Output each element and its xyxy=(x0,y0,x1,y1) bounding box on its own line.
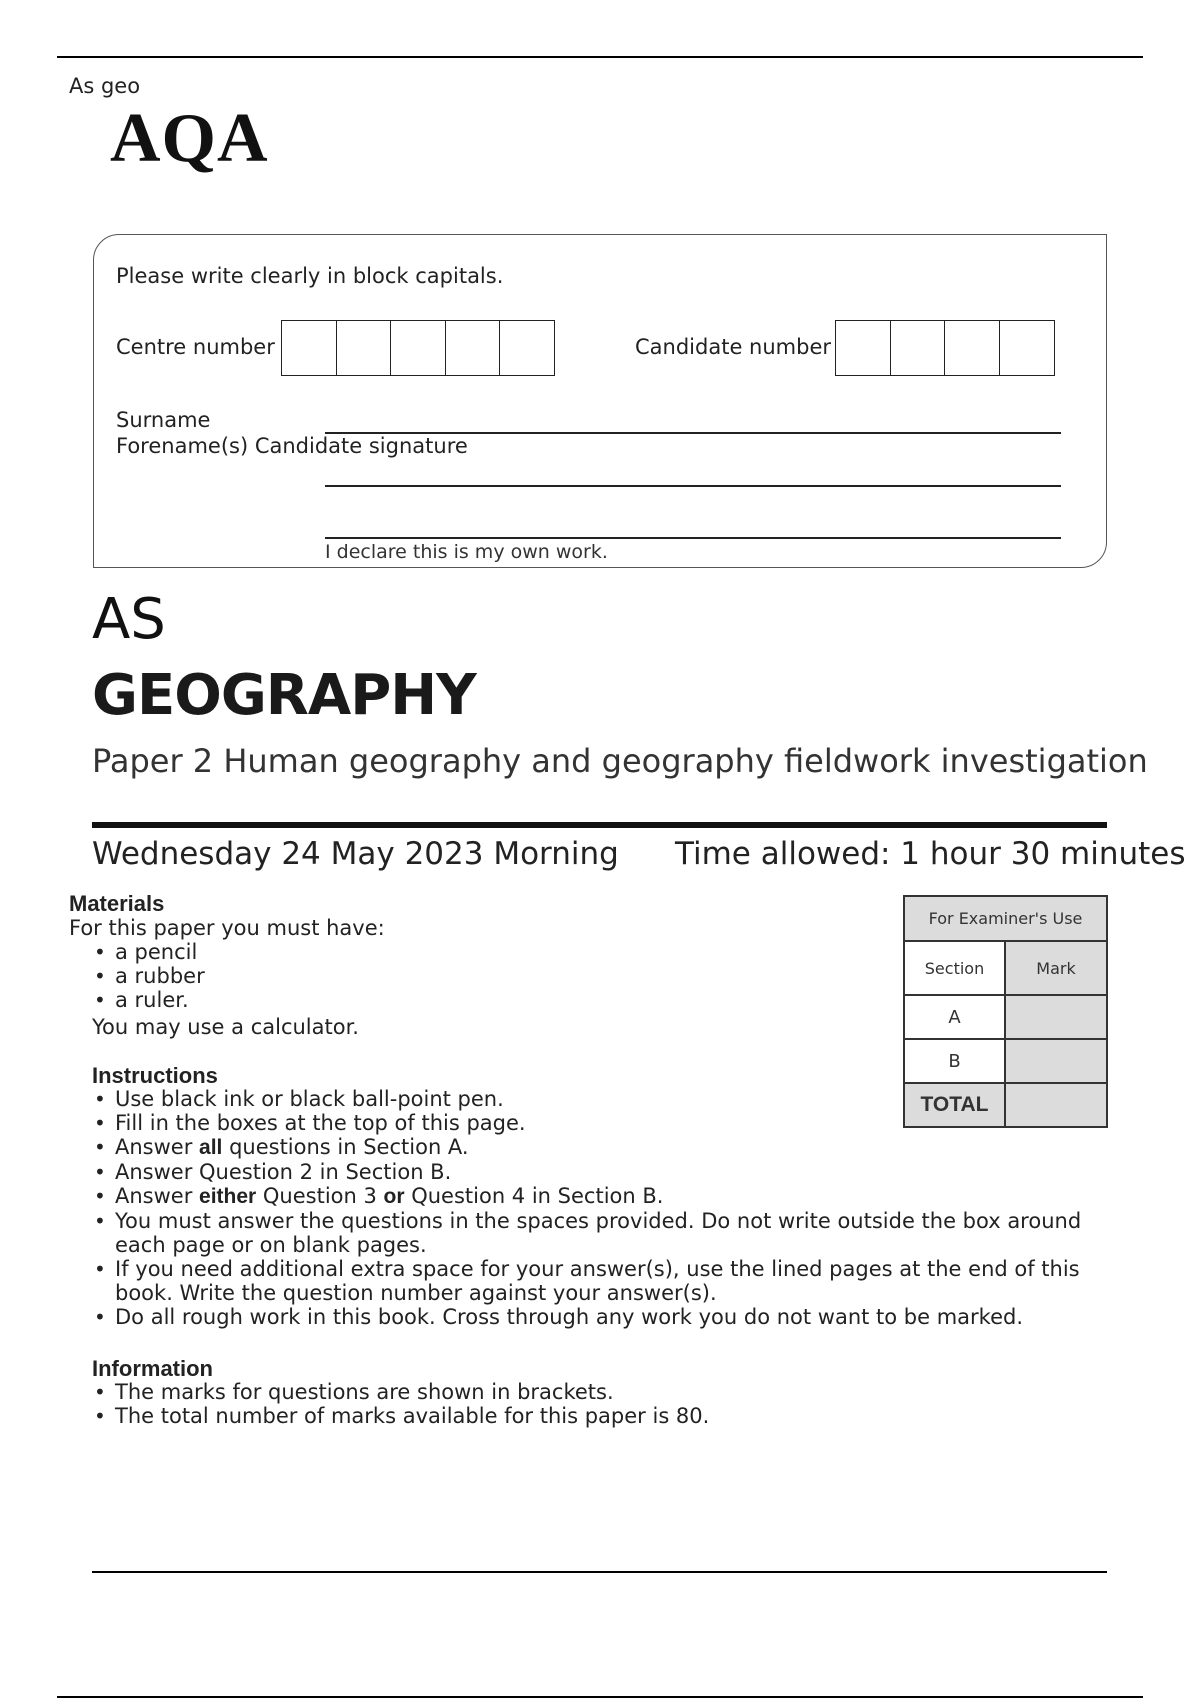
list-item: • The total number of marks available for this paper is 80. xyxy=(92,1404,709,1428)
mark-cell[interactable] xyxy=(1005,1039,1107,1083)
forenames-label: Forename(s) Candidate signature xyxy=(116,434,468,458)
examiner-use-table xyxy=(903,895,1108,1128)
mark-column-header: Mark xyxy=(1005,941,1107,995)
time-allowed: Time allowed: 1 hour 30 minutes xyxy=(675,836,1186,872)
information-list xyxy=(92,1380,709,1428)
list-item: • a ruler. xyxy=(92,988,205,1012)
aqa-logo: AQA xyxy=(110,100,269,177)
list-item: • Answer Question 2 in Section B. xyxy=(92,1160,1092,1184)
materials-heading: Materials xyxy=(69,891,165,916)
candidate-number-label: Candidate number xyxy=(635,335,831,359)
paper-title: Paper 2 Human geography and geography fieldwork investigation xyxy=(92,742,1148,780)
centre-digit-box[interactable] xyxy=(390,320,446,376)
list-item: • a rubber xyxy=(92,964,205,988)
centre-digit-box[interactable] xyxy=(281,320,337,376)
centre-digit-box[interactable] xyxy=(499,320,555,376)
list-item: • Use black ink or black ball-point pen. xyxy=(92,1087,1092,1111)
section-column-header: Section xyxy=(904,941,1005,995)
mark-cell[interactable] xyxy=(1005,995,1107,1039)
list-item: • Fill in the boxes at the top of this page. xyxy=(92,1111,1092,1135)
list-item: • If you need additional extra space for your answer(s), use the lined pages at the end of this book. Write the question number against your answer(s). xyxy=(92,1257,1085,1305)
materials-intro: For this paper you must have: xyxy=(69,916,385,940)
block-capitals-instruction: Please write clearly in block capitals. xyxy=(116,264,504,288)
bottom-rule xyxy=(92,1571,1107,1573)
header-note: As geo xyxy=(69,74,141,98)
total-mark-cell[interactable] xyxy=(1005,1083,1107,1127)
list-item: • Answer either Question 3 or Question 4 in Section B. xyxy=(92,1184,1092,1209)
information-heading: Information xyxy=(92,1356,213,1381)
list-item: • Answer all questions in Section A. xyxy=(92,1135,1092,1160)
signature-line[interactable] xyxy=(325,537,1061,539)
surname-line[interactable] xyxy=(325,432,1061,434)
surname-label: Surname xyxy=(116,408,211,432)
instructions-heading: Instructions xyxy=(92,1063,218,1088)
page-bottom-rule xyxy=(57,1696,1143,1698)
list-item: • You must answer the questions in the spaces provided. Do not write outside the box around each page or on blank pages. xyxy=(92,1209,1085,1257)
list-item: • Do all rough work in this book. Cross through any work you do not want to be marked. xyxy=(92,1305,1092,1329)
declaration-text: I declare this is my own work. xyxy=(325,541,608,563)
materials-list xyxy=(92,940,205,1012)
total-label: TOTAL xyxy=(904,1083,1005,1127)
section-a-cell: A xyxy=(904,995,1005,1039)
candidate-digit-box[interactable] xyxy=(999,320,1055,376)
centre-digit-box[interactable] xyxy=(445,320,501,376)
calculator-note: You may use a calculator. xyxy=(92,1015,359,1039)
candidate-digit-box[interactable] xyxy=(890,320,946,376)
exam-date-session: Wednesday 24 May 2023 Morning xyxy=(92,836,619,872)
centre-number-field[interactable] xyxy=(281,320,554,376)
candidate-number-field[interactable] xyxy=(835,320,1053,376)
top-rule xyxy=(57,56,1143,58)
qualification-level: AS xyxy=(92,587,166,652)
section-b-cell: B xyxy=(904,1039,1005,1083)
examiner-table-title: For Examiner's Use xyxy=(904,896,1107,941)
subject-title: GEOGRAPHY xyxy=(92,663,476,728)
centre-digit-box[interactable] xyxy=(336,320,392,376)
candidate-digit-box[interactable] xyxy=(944,320,1000,376)
forenames-line[interactable] xyxy=(325,485,1061,487)
list-item: • The marks for questions are shown in brackets. xyxy=(92,1380,709,1404)
title-rule xyxy=(92,822,1107,828)
centre-number-label: Centre number xyxy=(116,335,275,359)
candidate-digit-box[interactable] xyxy=(835,320,891,376)
list-item: • a pencil xyxy=(92,940,205,964)
